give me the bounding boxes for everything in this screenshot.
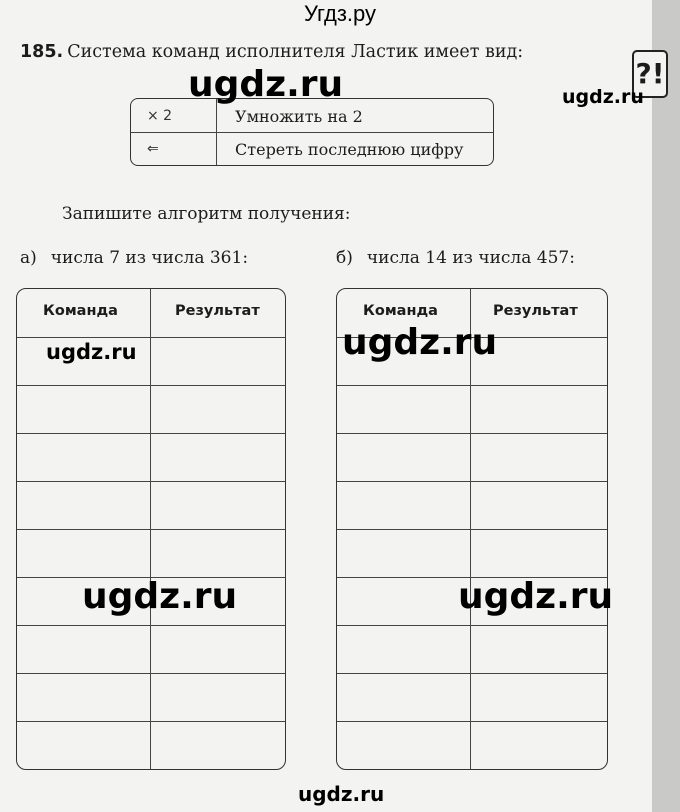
row-divider	[337, 625, 607, 626]
row-divider	[337, 481, 607, 482]
command-row	[131, 132, 493, 165]
row-divider	[337, 673, 607, 674]
subtask-b	[336, 248, 575, 268]
command-description: Стереть последнюю цифру	[235, 140, 464, 159]
task-statement	[20, 42, 523, 62]
subtask-a	[20, 248, 248, 268]
multiply-symbol: × 2	[131, 99, 217, 132]
row-divider	[17, 721, 285, 722]
task-text: Система команд исполнителя Ластик имеет вид:	[67, 42, 524, 62]
watermark: ugdz.ru	[562, 86, 644, 108]
subtask-letter: а)	[20, 248, 37, 268]
header-result: Результат	[175, 303, 260, 319]
site-title: Угдз.ру	[303, 1, 377, 26]
row-divider	[337, 721, 607, 722]
instruction-text: Запишите алгоритм получения:	[62, 204, 351, 224]
watermark: ugdz.ru	[458, 576, 614, 617]
erase-arrow-icon: ⇐	[131, 132, 217, 165]
row-divider	[17, 625, 285, 626]
page-edge-strip	[652, 0, 680, 812]
command-system-table	[130, 98, 494, 166]
watermark: ugdz.ru	[298, 782, 385, 806]
row-divider	[17, 433, 285, 434]
watermark: ugdz.ru	[46, 340, 137, 364]
row-divider	[17, 481, 285, 482]
subtask-text: числа 14 из числа 457:	[366, 248, 575, 268]
row-divider	[337, 433, 607, 434]
row-divider	[17, 529, 285, 530]
row-divider	[17, 337, 285, 338]
row-divider	[17, 673, 285, 674]
watermark: ugdz.ru	[188, 64, 344, 105]
subtask-text: числа 7 из числа 361:	[50, 248, 249, 268]
subtask-letter: б)	[336, 248, 353, 268]
row-divider	[337, 385, 607, 386]
header-result: Результат	[493, 303, 578, 319]
hint-icon: ?!	[632, 50, 668, 98]
watermark: ugdz.ru	[342, 322, 498, 363]
row-divider	[17, 385, 285, 386]
task-number: 185.	[20, 42, 64, 62]
header-command: Команда	[363, 303, 438, 319]
row-divider	[337, 529, 607, 530]
header-command: Команда	[43, 303, 118, 319]
watermark: ugdz.ru	[82, 576, 238, 617]
command-description: Умножить на 2	[235, 107, 363, 126]
